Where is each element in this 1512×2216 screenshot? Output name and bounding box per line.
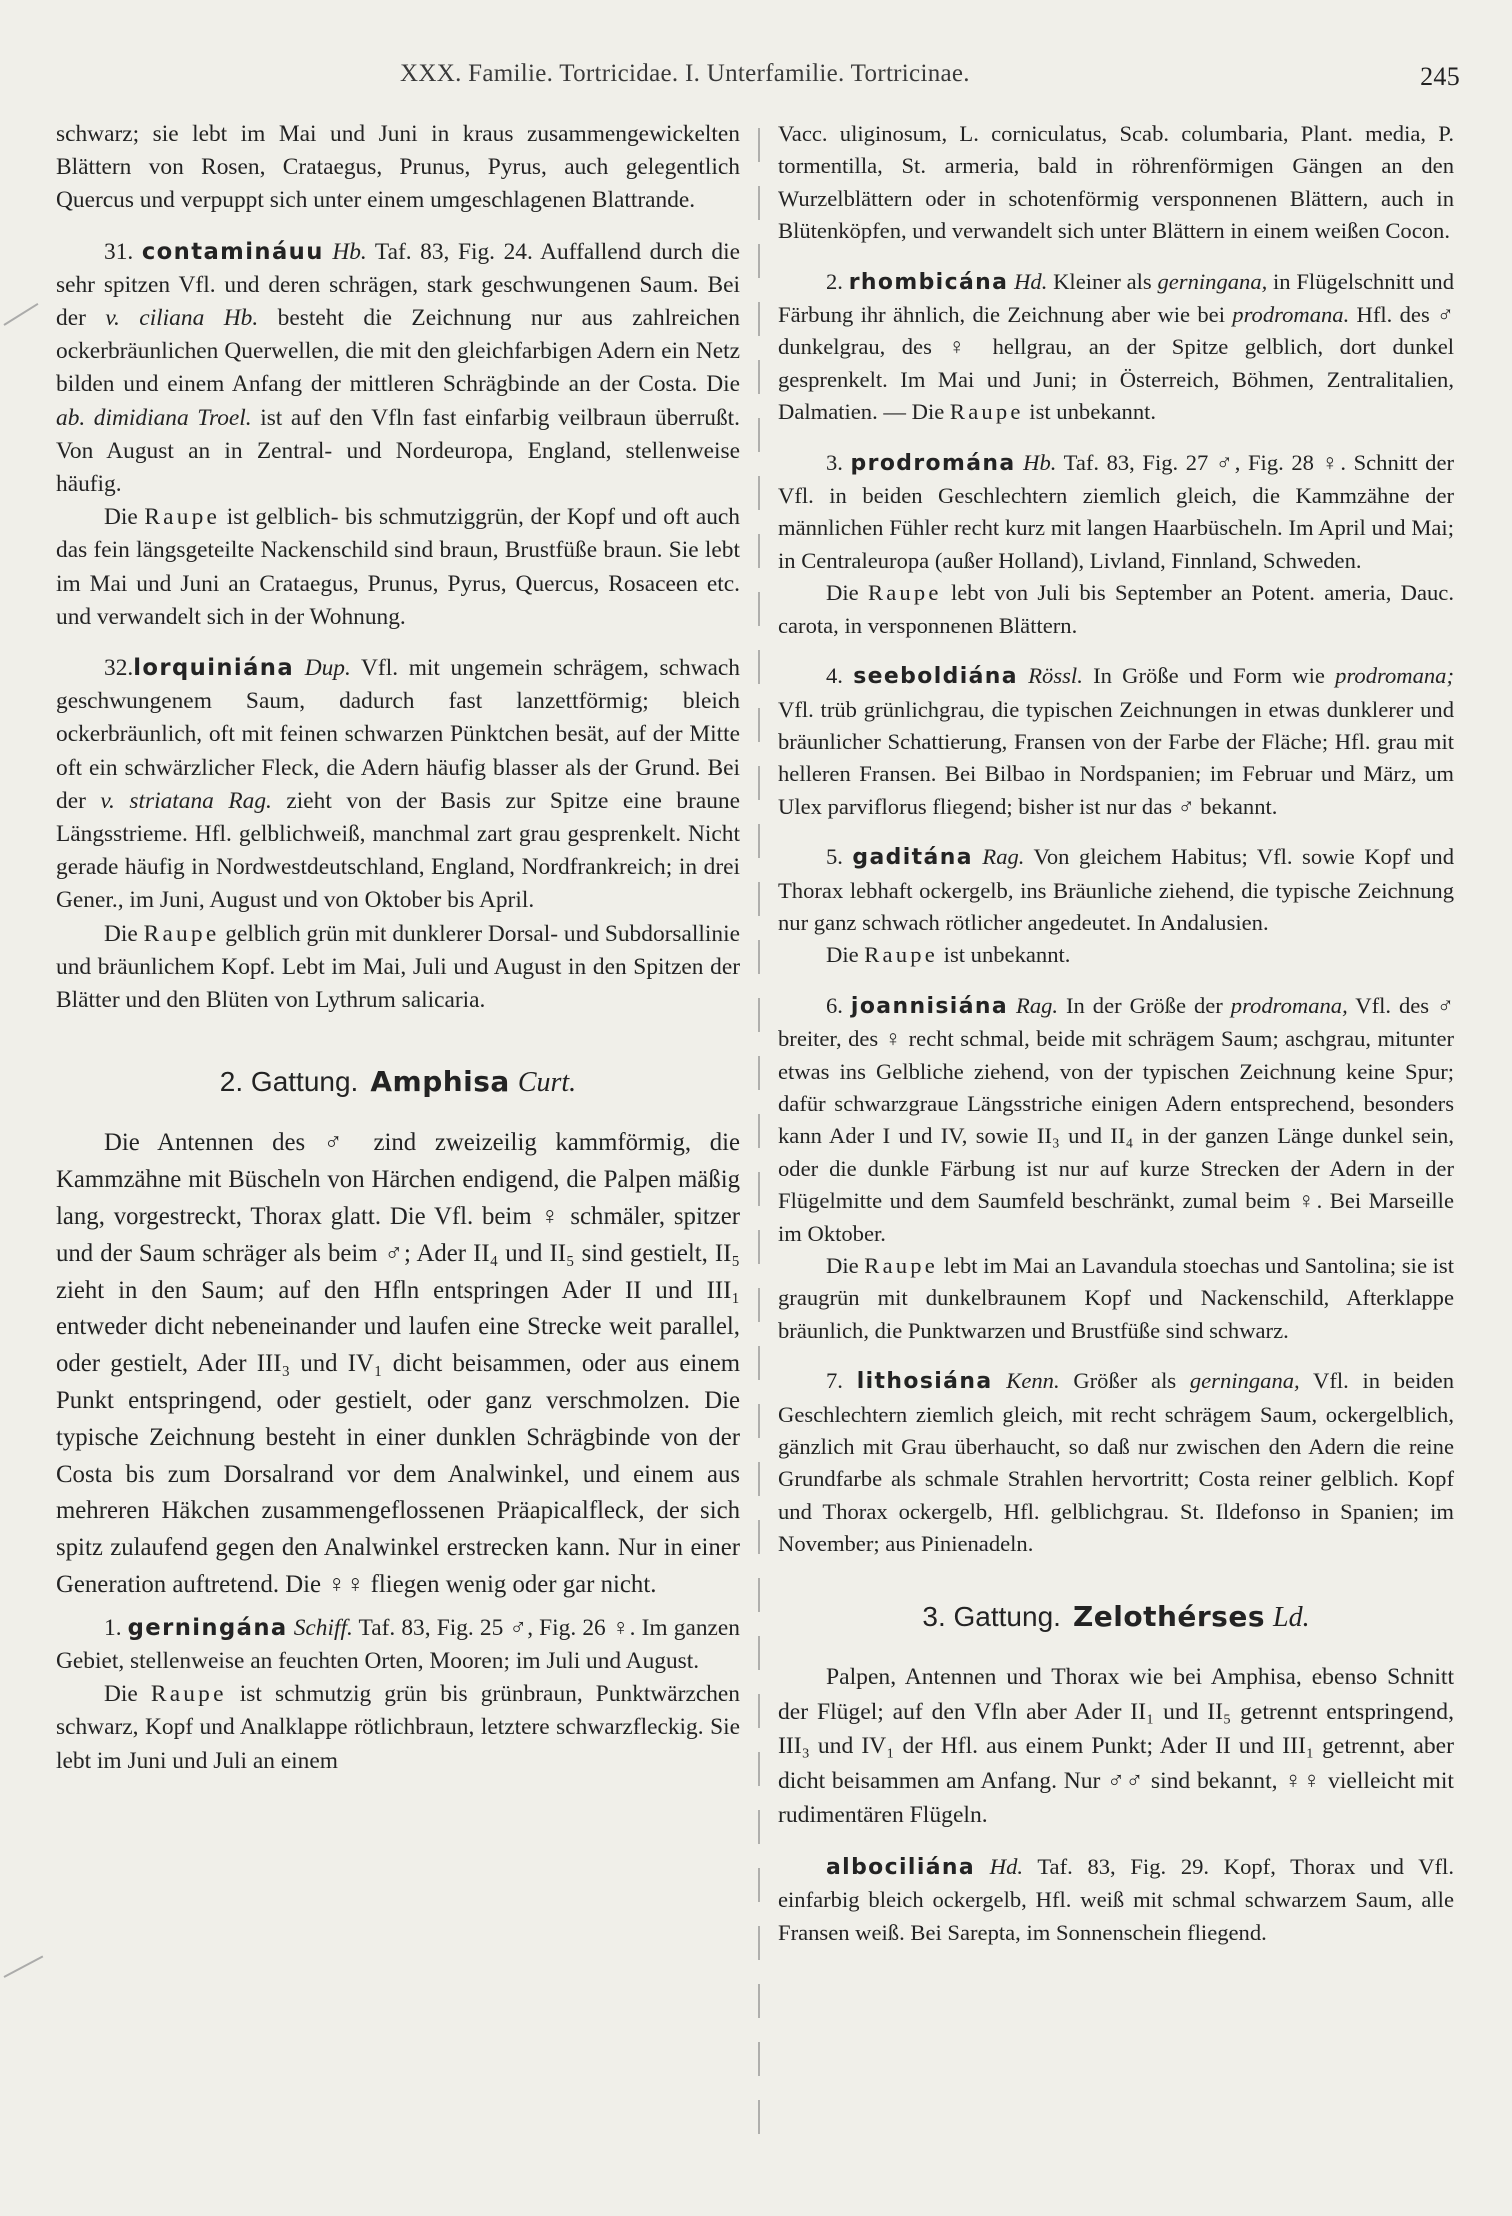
continued-paragraph: Vacc. uliginosum, L. corniculatus, Scab. columbaria, Plant. media, P. tormentilla, St. armeria, bald in röhrenförmigen Gängen an den Wurzelblättern oder in schotenförmig versponnenen Blättern, auch in Blütenköpfen, und verwandelt sich unter Blättern in einem weißen Cocon. [778, 121, 1454, 244]
entry-text: Taf. 83, Fig. 24. Auffallend durch die sehr spitzen Vfl. und deren schrägen, stark geschwungenen Saum. Bei der [56, 238, 740, 332]
species-name: rhombicána [848, 269, 1009, 295]
raupe-label: Raupe [864, 1253, 939, 1278]
species-name: lithosiána [856, 1369, 993, 1395]
species-reference: gerningana, [1157, 268, 1268, 294]
species-author: Dup. [304, 655, 351, 682]
species-author: Rag. [1016, 992, 1059, 1018]
species-entry-31 [56, 236, 740, 634]
species-reference: prodromana; [1335, 663, 1454, 689]
raupe-label: Raupe [867, 580, 942, 606]
species-author: Schiff. [293, 1614, 353, 1641]
species-author: Hd. [989, 1854, 1024, 1880]
raupe-text: gelblich grün mit dunklerer Dorsal- und Subdorsallinie und bräunlichem Kopf. Lebt im Mai, Juli und August in den Spitzen der Blätter und den Blüten von Lythrum salicaria. [56, 920, 740, 1014]
entry-text: Vfl. trüb grünlichgrau, die typischen Zeichnungen in etwas dunklerer und bräunlicher Schattierung, Fransen von der Farbe der Fläche; Hfl. grau mit helleren Fransen. Bei Bilbao in Nordspanien; im Februar und März, um Ulex parviflorus fliegend; bisher ist nur das ♂ bekannt. [778, 696, 1454, 819]
species-reference: prodromana, [1230, 992, 1348, 1018]
raupe-label: Raupe [150, 1681, 227, 1708]
entry-text: Taf. 83, Fig. 25 ♂, Fig. 26 ♀. Im ganzen Gebiet, stellenweise an feuchten Orten, Mooren; im Juli und August. [56, 1614, 740, 1675]
entry-number: 3. [826, 449, 843, 475]
entry-text: Vfl. des ♂ breiter, des ♀ recht schmal, beide mit schrägem Saum; aschgrau, mitunter etwas ins Gelbliche ziehend, von der typischen Zeichnung keine Spur; dafür schwarzgraue Längsstriche einigen Adern entsprechend, besonders kann Ader I und IV, sowie II₃ und II₄ in der ganzen Länge dunkel sein, oder die dunkle Färbung ist nur auf kurze Strecken der Adern in der Flügelmitte und dem Saumfeld beschränkt, zumal beim ♀. Bei Marseille im Oktober. [778, 992, 1454, 1246]
entry-number: 32. [104, 655, 134, 682]
species-name: albociliána [826, 1855, 976, 1881]
species-entry-2 [778, 266, 1454, 429]
species-entry-1 [56, 1612, 740, 1778]
entry-text: Von gleichem Habitus; Vfl. sowie Kopf und Thorax lebhaft ockergelb, ins Bräunliche ziehend, die typische Zeichnung nur ganz schwach rötlicher angedeutet. In Andalusien. [778, 844, 1454, 935]
raupe-label: Raupe [143, 920, 220, 947]
entry-number: 6. [826, 992, 843, 1018]
species-name: gaditána [852, 845, 973, 871]
entry-text: In Größe und Form wie [1082, 663, 1336, 689]
left-column [56, 118, 740, 1778]
species-name: lorquiniána [133, 655, 295, 682]
species-entry-4 [778, 660, 1454, 823]
entry-number: 1. [104, 1614, 122, 1641]
species-author: Kenn. [1006, 1368, 1060, 1394]
species-entry-5 [778, 841, 1454, 972]
genus-author: Curt. [517, 1067, 577, 1099]
raupe-text: ist gelblich- bis schmutziggrün, der Kopf und oft auch das fein längsgeteilte Nackenschild sind braun, Brustfüße braun. Sie lebt im Mai und Juni an Crataegus, Prunus, Pyrus, Quercus, Rosaceen etc. und verwandelt sich in der Wohnung. [56, 504, 740, 630]
running-title: XXX. Familie. Tortricidae. I. Unterfamilie. Tortricinae. [400, 60, 970, 87]
species-author: Hb. [332, 238, 367, 265]
genus-heading [56, 1065, 740, 1099]
raupe-label: Raupe [949, 399, 1024, 425]
species-author: Rössl. [1028, 663, 1083, 689]
species-author: Rag. [982, 844, 1025, 870]
species-name: contamináuu [141, 238, 324, 265]
entry-text: Größer als [1059, 1368, 1190, 1394]
species-name: prodromána [850, 450, 1016, 476]
entry-number: 5. [826, 844, 843, 870]
raupe-prefix: Die [104, 504, 145, 531]
entry-number: 31. [104, 238, 134, 265]
species-author: Hb. [1023, 449, 1057, 475]
raupe-prefix: Die [104, 920, 144, 947]
raupe-prefix: Die [104, 1681, 151, 1708]
entry-text: Hfl. des ♂ dunkelgrau, des ♀ hellgrau, an der Spitze gelblich, dort dunkel gesprenkelt. Im Mai und Juni; in Österreich, Böhmen, Zentralitalien, Dalmatien. — Die [778, 302, 1454, 425]
entry-text: Vfl. in beiden Geschlechtern ziemlich gleich, mit recht schrägem Saum, ockergelblich, gänzlich mit Grau überhaucht, so daß nur zwischen den Adern die reine Grundfarbe als schmale Strahlen hervortritt; Costa reiner gelblich. Kopf und Thorax ockergelb, Hfl. gelblichgrau. St. Ildefonso in Spanien; im November; aus Pinienadeln. [778, 1368, 1455, 1557]
entry-number: 4. [826, 663, 843, 689]
running-header [400, 60, 1460, 100]
raupe-text: lebt im Mai an Lavandula stoechas und Santolina; sie ist graugrün mit dunkelbraunem Kopf und Nackenschild, Afterklappe bräunlich, die Punktwarzen und Brustfüße sind schwarz. [778, 1253, 1454, 1343]
variety-name: v. striatana Rag. [100, 787, 272, 814]
genus-author: Ld. [1273, 1601, 1310, 1633]
entry-number: 7. [826, 1368, 843, 1394]
genus-name: Zelothérses [1072, 1599, 1266, 1633]
genus-label: 2. Gattung. [219, 1066, 359, 1098]
species-entry-3 [778, 447, 1454, 642]
entry-text: Kleiner als [1047, 268, 1158, 294]
raupe-prefix: Die [826, 942, 865, 968]
species-reference: gerningana, [1189, 1368, 1300, 1394]
continued-paragraph: schwarz; sie lebt im Mai und Juni in kraus zusammengewickelten Blättern von Rosen, Crataegus, Prunus, Pyrus, auch gelegentlich Quercus und verpuppt sich unter einem umgeschlagenen Blattrande. [56, 121, 740, 214]
page-number: 245 [1420, 62, 1460, 91]
aberration-name: ab. dimidiana Troel. [56, 404, 252, 431]
raupe-prefix: Die [826, 580, 868, 606]
entry-text: besteht die Zeichnung nur aus zahlreichen ockerbräunlichen Querwellen, die mit den gleichfarbigen Adern ein Netz bilden und einem Anfang der mittleren Schrägbinde an der Costa. Die [56, 305, 741, 398]
margin-pencil-mark [3, 303, 38, 326]
species-author: Hd. [1014, 268, 1048, 294]
margin-pencil-mark [4, 1955, 44, 1977]
entry-text: ist unbekannt. [1023, 399, 1157, 425]
species-name: gerningána [127, 1614, 288, 1641]
species-name: seeboldiána [853, 664, 1018, 690]
entry-text: In der Größe der [1058, 992, 1231, 1018]
species-entry-6 [778, 990, 1454, 1347]
right-column [778, 118, 1454, 1949]
genus-name: Amphisa [370, 1065, 510, 1099]
species-entry-7 [778, 1365, 1454, 1560]
entry-text: Taf. 83, Fig. 29. Kopf, Thorax und Vfl. einfarbig bleich ockergelb, Hfl. weiß mit schmal schwarzem Saum, alle Fransen weiß. Bei Sarepta, im Sonnenschein fliegend. [778, 1854, 1454, 1945]
genus-description: Palpen, Antennen und Thorax wie bei Amphisa, ebenso Schnitt der Flügel; auf den Vfln aber Ader II₁ und II₅ getrennt entspringend, III₃ und IV₁ der Hfl. aus einem Punkt; Ader II und III₁ getrennt, aber dicht beisammen am Anfang. Nur ♂♂ sind bekannt, ♀♀ vielleicht mit rudimentären Flügeln. [778, 1664, 1454, 1829]
genus-heading [778, 1601, 1454, 1634]
entry-text: ist auf den Vfln fast einfarbig veilbraun überrußt. Von August an in Zentral- und Nordeuropa, England, stellenweise häufig. [56, 404, 740, 498]
entry-text: zieht von der Basis zur Spitze eine braune Längsstrieme. Hfl. gelblichweiß, manchmal zart grau gesprenkelt. Nicht gerade häufig in Nordwestdeutschland, England, Nordfrankreich; in drei Gener., im Juni, August und von Oktober bis April. [56, 787, 740, 914]
raupe-text: ist unbekannt. [938, 942, 1071, 968]
species-entry-albociliana [778, 1851, 1454, 1949]
entry-text: Taf. 83, Fig. 27 ♂, Fig. 28 ♀. Schnitt der Vfl. in beiden Geschlechtern ziemlich gleich, die Kammzähne der männlichen Fühler recht kurz mit langen Haarbüscheln. Im April und Mai; in Centraleuropa (außer Holland), Livland, Finnland, Schweden. [778, 449, 1455, 573]
raupe-text: lebt von Juli bis September an Potent. ameria, Dauc. carota, in versponnenen Blättern. [778, 580, 1454, 638]
genus-description: Die Antennen des ♂ zind zweizeilig kammförmig, die Kammzähne mit Büscheln von Härchen endigend, die Palpen mäßig lang, vorgestreckt, Thorax glatt. Die Vfl. beim ♀ schmäler, spitzer und der Saum schräger als beim ♂; Ader II₄ und II₅ sind gestielt, II₅ zieht in den Saum; auf den Hfln entspringen Ader II und III₁ entweder dicht nebeneinander und laufen eine Strecke weit parallel, oder gestielt, Ader III₃ und IV₁ dicht beisammen, oder aus einem Punkt entspringend, oder gestielt, oder ganz verschmolzen. Die typische Zeichnung besteht in einer dunklen Schrägbinde von der Costa bis zum Dorsalrand vor dem Analwinkel, und einem aus mehreren Häkchen zusammengeflossenen Präapicalfleck, der sich spitz zulaufend gegen den Analwinkel erstrecken kann. Nur in einer Generation auftretend. Die ♀♀ fliegen wenig oder gar nicht. [56, 1129, 740, 1599]
entry-text: Vfl. mit ungemein schrägem, schwach geschwungenem Saum, dadurch fast lanzettförmig; bleich ockerbräunlich, oft mit feinen schwarzen Pünktchen besät, auf der Mitte oft ein schwärzlicher Fleck, die Adern häufig blasser als der Grund. Bei der [56, 655, 740, 814]
species-reference: prodromana. [1232, 302, 1350, 328]
genus-label: 3. Gattung. [922, 1600, 1061, 1632]
raupe-label: Raupe [144, 504, 221, 531]
column-divider [758, 128, 760, 2158]
entry-number: 2. [826, 268, 843, 294]
variety-name: v. ciliana Hb. [105, 305, 259, 332]
entry-text: in Flügelschnitt und Färbung ihr ähnlich, die Zeichnung aber wie bei [778, 268, 1454, 328]
raupe-text: ist schmutzig grün bis grünbraun, Punktwärzchen schwarz, Kopf und Analklappe rötlichbraun, letztere schwarzfleckig. Sie lebt im Juni und Juli an einem [56, 1681, 740, 1774]
species-entry-32 [56, 652, 740, 1017]
species-name: joannisiána [850, 993, 1009, 1019]
raupe-prefix: Die [826, 1253, 865, 1278]
raupe-label: Raupe [864, 942, 939, 968]
